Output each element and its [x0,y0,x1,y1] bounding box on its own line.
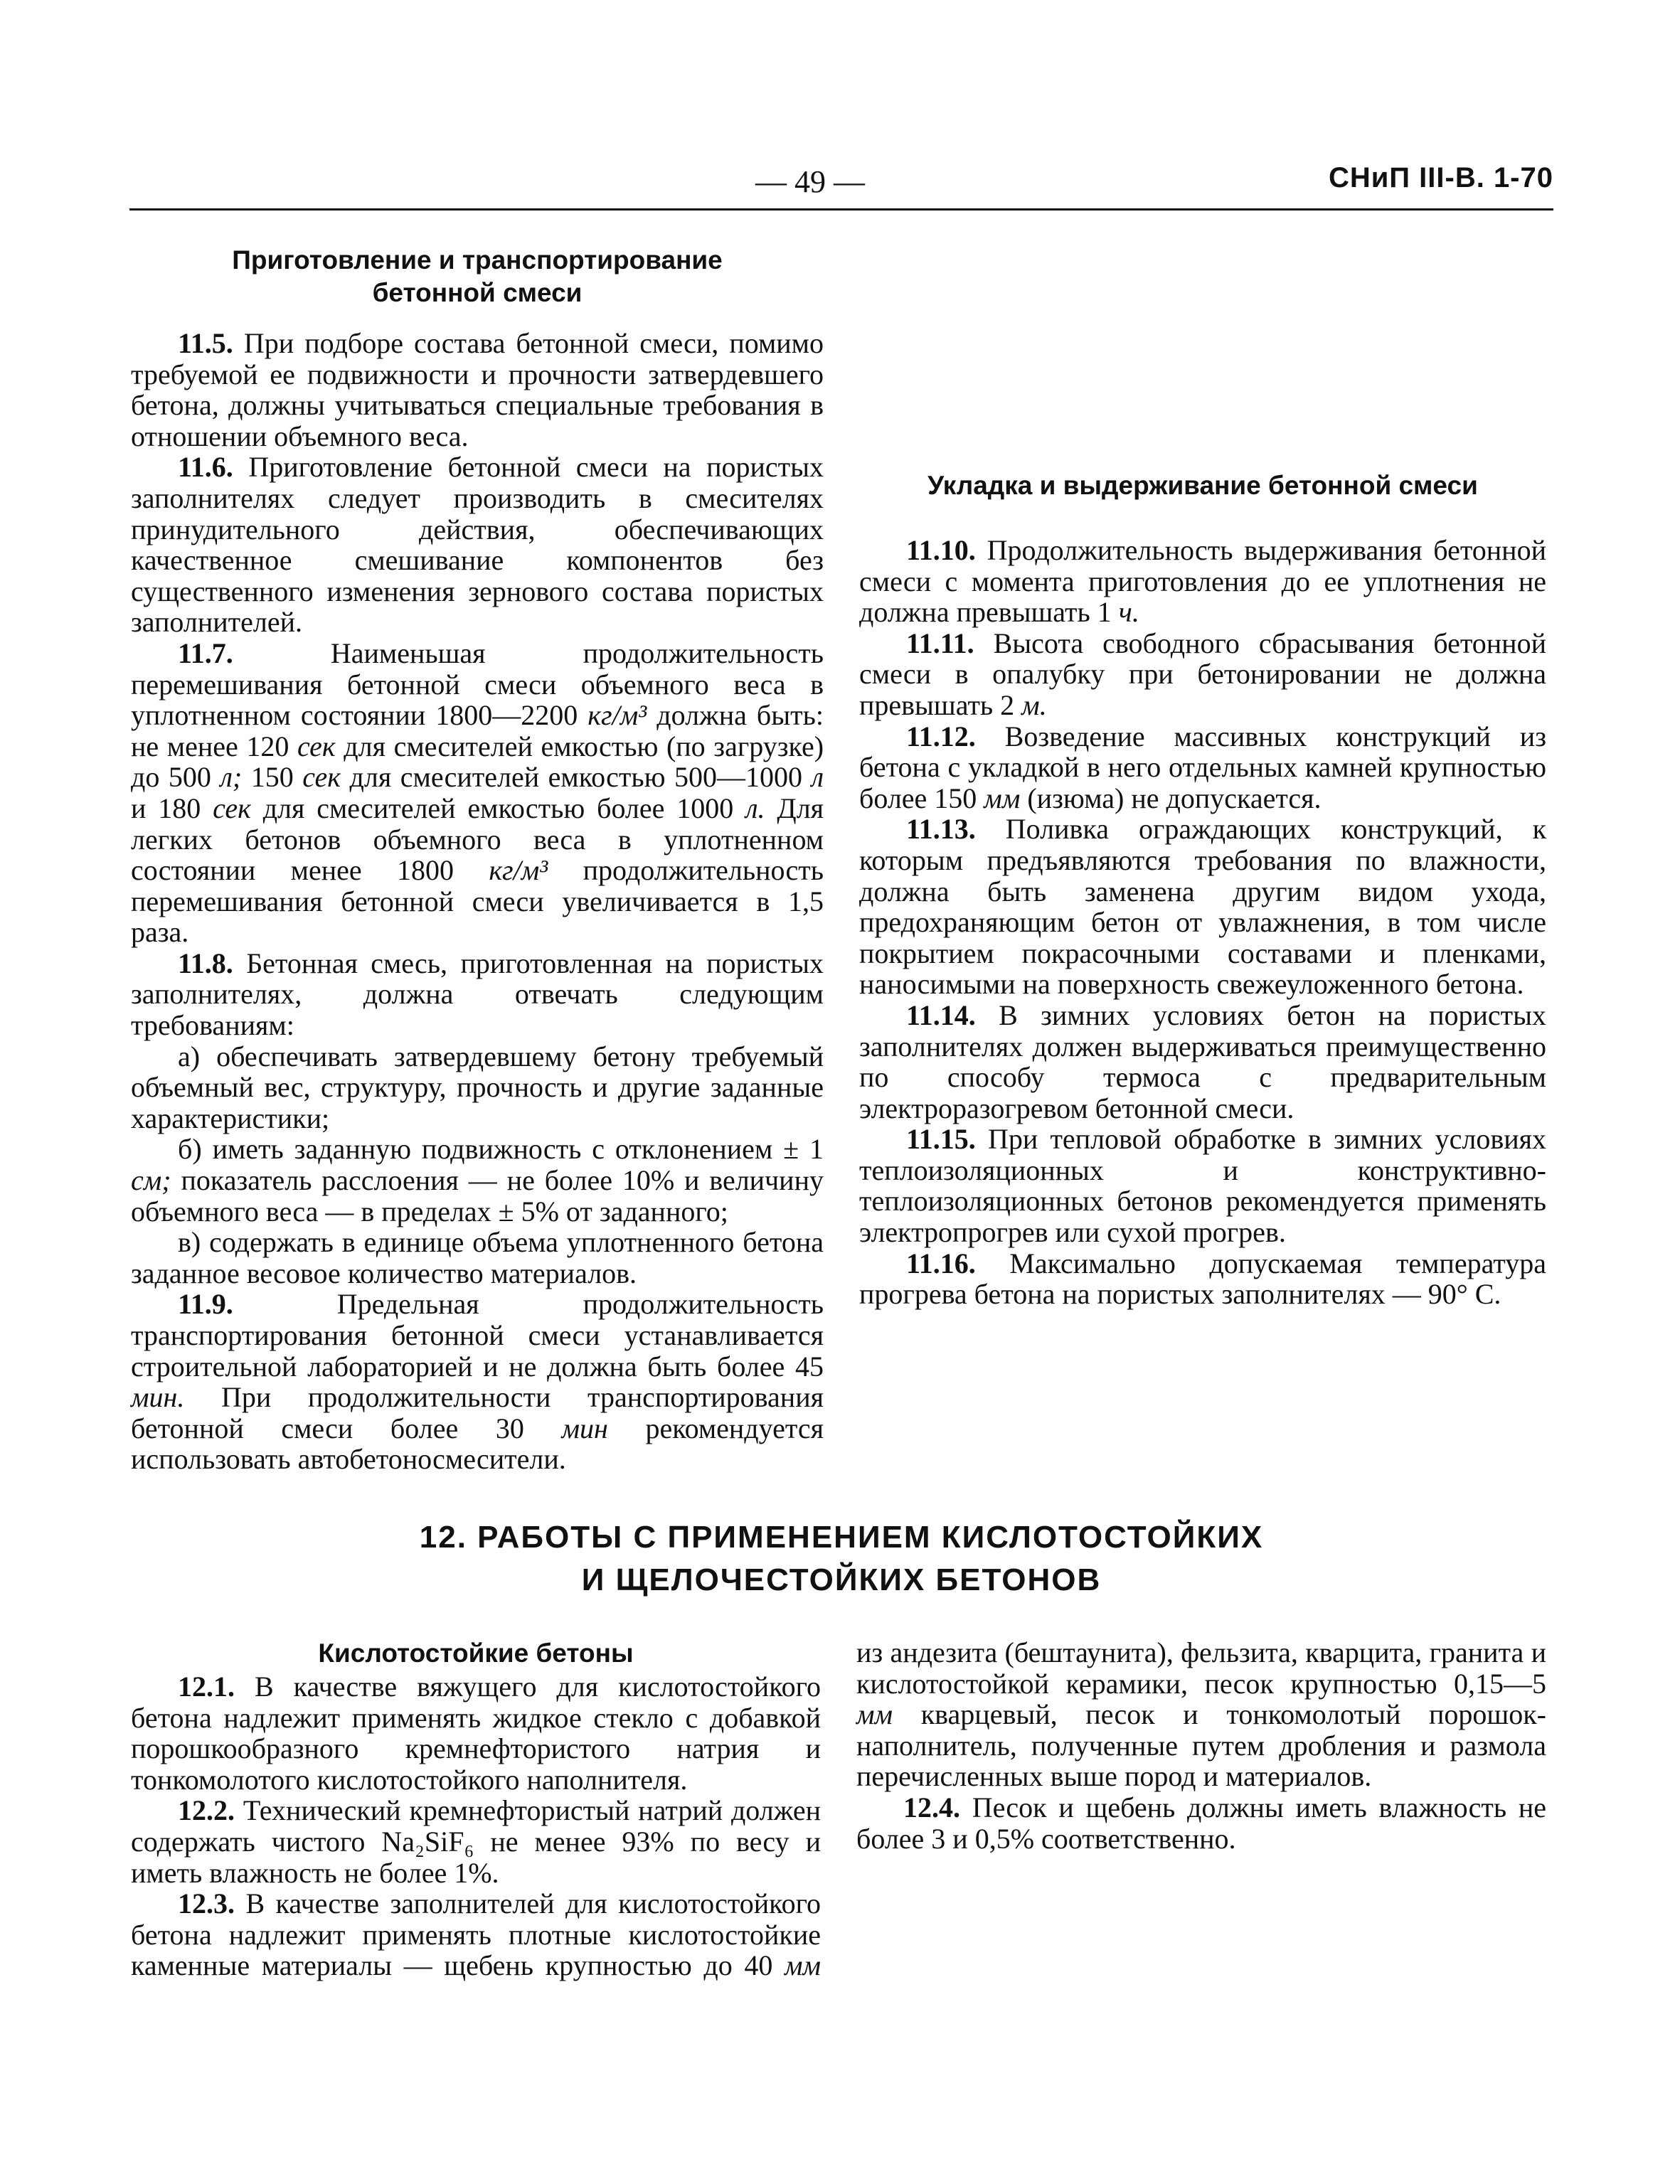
clause-text: рекомендуется использовать автобетоносмесители. [131,1412,824,1476]
heading-preparation-line1: Приготовление и транспортирование [232,245,723,275]
clause-text: Поливка ограждающих конструкций, к которым предъявляются требования по влажности, должна быть заменена другим видом ухода, предохраняющим бетон от увлажнения, в том числе покрытием покрасочными составами и пленками, наносимыми на поверхность свежеуложенного бетона. [859,813,1546,1001]
clause-text: (изюма) не допускается. [1027,782,1322,814]
paragraph-11-5 [131,328,824,452]
unit: кг/м³ [489,854,548,887]
clause-text: Возведение массивных конструкций из бетона с укладкой в него отдельных камней крупностью более 150 [859,720,1546,814]
clause-text: Бетонная смесь, приготовленная на пористых заполнителях, должна отвечать следующим требованиям: [131,947,824,1042]
clause-number: 11.6. [178,451,233,484]
clause-text: для смесителей емкостью (по загрузке) до 500 [131,730,824,794]
clause-number: 12.4. [903,1791,960,1823]
clause-text: 150 [250,761,294,794]
clause-text: и 180 [131,792,201,824]
heading-laying: Укладка и выдерживание бетонной смеси [927,471,1478,500]
clause-number: 11.15. [906,1123,976,1156]
clause-text: Высота свободного сбрасывания бетонной смеси в опалубку при бетонировании не должна превышать 2 [859,627,1546,721]
clause-number: 11.14. [906,998,976,1031]
paragraph-11-16 [859,1248,1546,1310]
section-12-left-column [131,1637,1546,2007]
clause-number: 11.13. [906,813,976,846]
clause-text: из андезита (бештаунита), фельзита, кварцита, гранита и кислотостойкой керамики, песок крупностью 0,15—5 [856,1636,1546,1700]
unit: л [811,761,824,794]
clause-number: 11.5. [178,327,233,359]
page-number: — 49 — [755,164,865,199]
unit: мм [984,782,1021,814]
unit: мин. [131,1381,185,1414]
paragraph-11-14 [859,1000,1546,1124]
unit: кг/м³ [588,699,647,732]
clause-text: В качестве заполнителей для кислотостойкого бетона надлежит применять плотные кислотостойкие каменные материалы — щебень крупностью до 40 [131,1887,821,1982]
unit: мм [784,1949,822,1982]
paragraph-11-11 [859,628,1546,721]
clause-text: кварцевый, песок и тонкомолотый порошок-наполнитель, полученные путем дробления и размола перечисленных выше пород и материалов. [856,1698,1546,1793]
clause-text: В качестве вяжущего для кислотостойкого бетона надлежит применять жидкое стекло с добавкой порошкообразного кремнефтористого натрия и тонкомолотого кислотостойкого наполнителя. [131,1671,822,1796]
clause-text: показатель расслоения — не более 10% и величину объемного веса — в пределах ± 5% от заданного; [131,1164,824,1227]
paragraph-11-15 [859,1124,1546,1247]
clause-number: 11.7. [178,636,233,669]
clause-number: 12.3. [178,1887,235,1920]
clause-number: 11.10. [906,534,976,566]
section-11-left-column [131,244,824,1475]
clause-text: б) иметь заданную подвижность с отклонением ± 1 [178,1133,824,1166]
paragraph-11-6 [131,452,824,638]
paragraph-11-9 [131,1289,824,1475]
paragraph-11-8 [131,948,824,1041]
unit: сек [213,792,251,824]
clause-text: Технический кремнефтористый натрий должен содержать чистого Na₂SiF₆ не менее 93% по весу и иметь влажность не более 1%. [131,1794,822,1889]
clause-number: 11.11. [906,627,974,659]
heading-preparation-line2: бетонной смеси [372,278,583,307]
clause-text: Продолжительность выдерживания бетонной смеси с момента приготовления до ее уплотнения не должна превышать 1 [859,534,1546,629]
clause-text: Предельная продолжительность транспортирования бетонной смеси устанавливается строительной лабораторией и не должна быть более 45 [131,1288,824,1383]
paragraph-12-1 [131,1671,821,1795]
clause-text: продолжительность перемешивания бетонной смеси увеличивается в 1,5 раза. [131,854,824,949]
unit: л. [745,792,765,824]
clause-text: для смесителей емкостью 500—1000 [349,761,803,794]
paragraph-11-13 [859,814,1546,1000]
section-11-right-column [859,455,1546,1310]
unit: м. [1021,688,1047,721]
clause-number: 11.16. [906,1247,976,1279]
clause-text: Для легких бетонов объемного веса в уплотненном состоянии менее 1800 [131,792,824,887]
unit: см; [131,1164,171,1197]
unit: сек [297,730,336,762]
page-header [129,158,1553,209]
unit: ч. [1118,596,1139,629]
paragraph-11-7 [131,638,824,948]
section-12-title-line2: И ЩЕЛОЧЕСТОЙКИХ БЕТОНОВ [581,1562,1102,1597]
paragraph-12-2 [131,1795,821,1888]
clause-text: должна быть: не менее 120 [131,699,824,762]
clause-text: Песок и щебень должны иметь влажность не более 3 и 0,5% соответственно. [856,1791,1546,1855]
clause-text: В зимних условиях бетон на пористых заполнителях должен выдерживаться преимущественно по способу термоса с предварительным электроразогревом бетонной смеси. [859,998,1547,1124]
clause-text: Наименьшая продолжительность перемешивания бетонной смеси объемного веса в уплотненном состоянии 1800—2200 [131,636,824,732]
clause-number: 11.8. [178,947,233,979]
heading-preparation [131,244,824,309]
clause-number: 12.1. [178,1671,235,1703]
paragraph-11-8-a: а) обеспечивать затвердевшему бетону требуемый объемный вес, структуру, прочность и другие заданные характеристики; [131,1040,824,1134]
section-12-title [129,1516,1553,1602]
section-12-title-line1: 12. РАБОТЫ С ПРИМЕНЕНИЕМ КИСЛОТОСТОЙКИХ [419,1520,1264,1555]
paragraph-11-10 [859,535,1546,628]
paragraph-12-4 [856,1792,1546,1854]
heading-acid-resistant: Кислотостойкие бетоны [318,1639,634,1668]
unit: мм [856,1698,893,1731]
document-code: СНиП III-В. 1-70 [1328,162,1553,193]
clause-number: 12.2. [178,1794,235,1827]
clause-text: Приготовление бетонной смеси на пористых заполнителях следует производить в смесителях принудительного действия, обеспечивающих качественное смешивание компонентов без существенного изменения зернового состава пористых заполнителей. [131,451,824,639]
header-rule [129,208,1553,211]
paragraph-11-12 [859,721,1546,814]
unit: л; [220,761,243,794]
clause-number: 11.9. [178,1288,233,1321]
paragraph-11-8-c: в) содержать в единице объема уплотненного бетона заданное весовое количество материалов. [131,1226,824,1289]
unit: сек [302,761,341,794]
clause-text: Максимально допускаемая температура прогрева бетона на пористых заполнителях — 90° С. [859,1247,1546,1311]
clause-number: 11.12. [906,720,976,752]
paragraph-11-8-b [131,1134,824,1227]
clause-text: для смесителей емкостью более 1000 [262,792,734,824]
clause-text: При тепловой обработке в зимних условиях теплоизоляционных и конструктивно-теплоизоляционных бетонов рекомендуется применять электропрогрев или сухой прогрев. [859,1123,1547,1249]
clause-text: При продолжительности транспортирования бетонной смеси более 30 [131,1381,824,1444]
clause-text: При подборе состава бетонной смеси, помимо требуемой ее подвижности и прочности затвердевшего бетона, должны учитываться специальные требования в отношении объемного веса. [131,327,824,452]
unit: мин [561,1412,608,1444]
